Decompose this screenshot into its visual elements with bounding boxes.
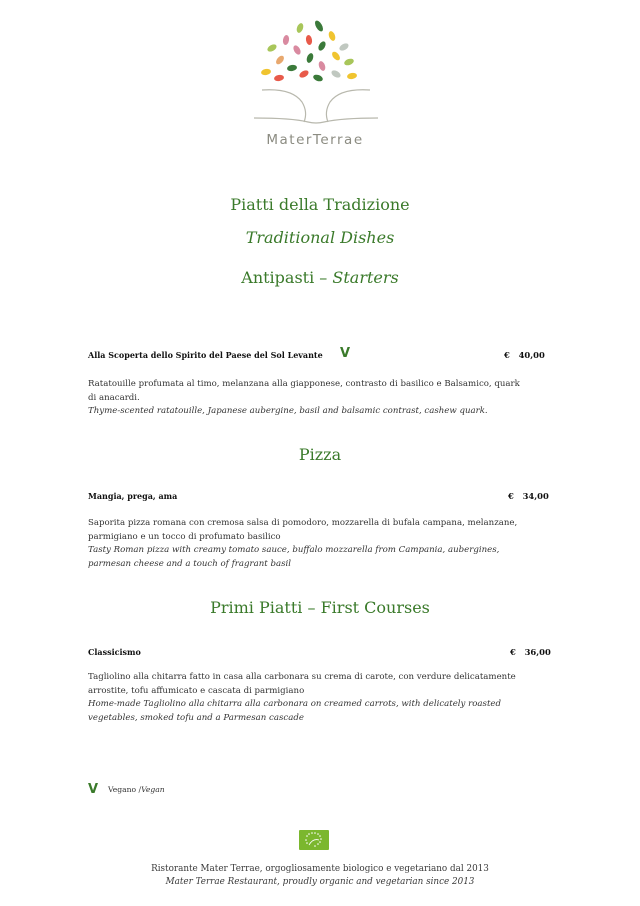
first-courses-heading: Primi Piatti – First Courses [210,598,430,617]
section-title-english: Traditional Dishes [245,228,395,247]
starters-heading: Antipasti – Starters [241,268,399,287]
eu-organic-leaf-icon [299,830,329,850]
dish-description [88,671,528,725]
description-italian: Tagliolino alla chitarra fatto in casa alla carbonara su crema di carote, con verdure delicatamente arrostite, tofu affumicato e cascata di parmigiano [88,672,516,696]
vegan-icon: V [340,346,351,361]
dish-description [88,517,528,571]
section-title-italian: Piatti della Tradizione [230,195,410,214]
brand-name: MaterTerrae [266,132,364,148]
pizza-heading: Pizza [298,445,342,464]
tree-leaves-icon [261,19,358,82]
description-italian: Saporita pizza romana con cremosa salsa di pomodoro, mozzarella di bufala campana, melanzane, parmigiano e un tocco di profumato basilico [88,518,518,542]
dish-name: Mangia, prega, ama [88,491,178,501]
vegan-legend: Vegano /Vegan [108,785,165,794]
dish-price: € 40,00 [504,350,545,360]
dish-price: € 34,00 [508,491,549,501]
footer-italian: Ristorante Mater Terrae, orgogliosamente biologico e vegetariano dal 2013 [151,864,489,874]
dish-description [88,378,528,419]
tree-trunk-icon [254,90,378,123]
description-italian: Ratatouille profumata al timo, melanzana alla giapponese, contrasto di basilico e Balsamico, quark di anacardi. [88,379,520,403]
description-english: Tasty Roman pizza with creamy tomato sauce, buffalo mozzarella from Campania, aubergines, parmesan cheese and a touch of fragrant basil [88,545,500,569]
dish-name: Classicismo [88,647,141,657]
description-english: Thyme-scented ratatouille, Japanese aubergine, basil and balsamic contrast, cashew quark. [88,406,488,416]
dish-price: € 36,00 [510,647,551,657]
eu-organic-logo [299,830,329,850]
description-english: Home-made Tagliolino alla chitarra alla carbonara on creamed carrots, with delicately roasted vegetables, smoked tofu and a Parmesan cascade [88,699,501,723]
footer-english: Mater Terrae Restaurant, proudly organic and vegetarian since 2013 [165,877,475,887]
dish-name: Alla Scoperta dello Spirito del Paese del Sol Levante [88,350,323,360]
vegan-legend-icon: V [88,782,99,797]
